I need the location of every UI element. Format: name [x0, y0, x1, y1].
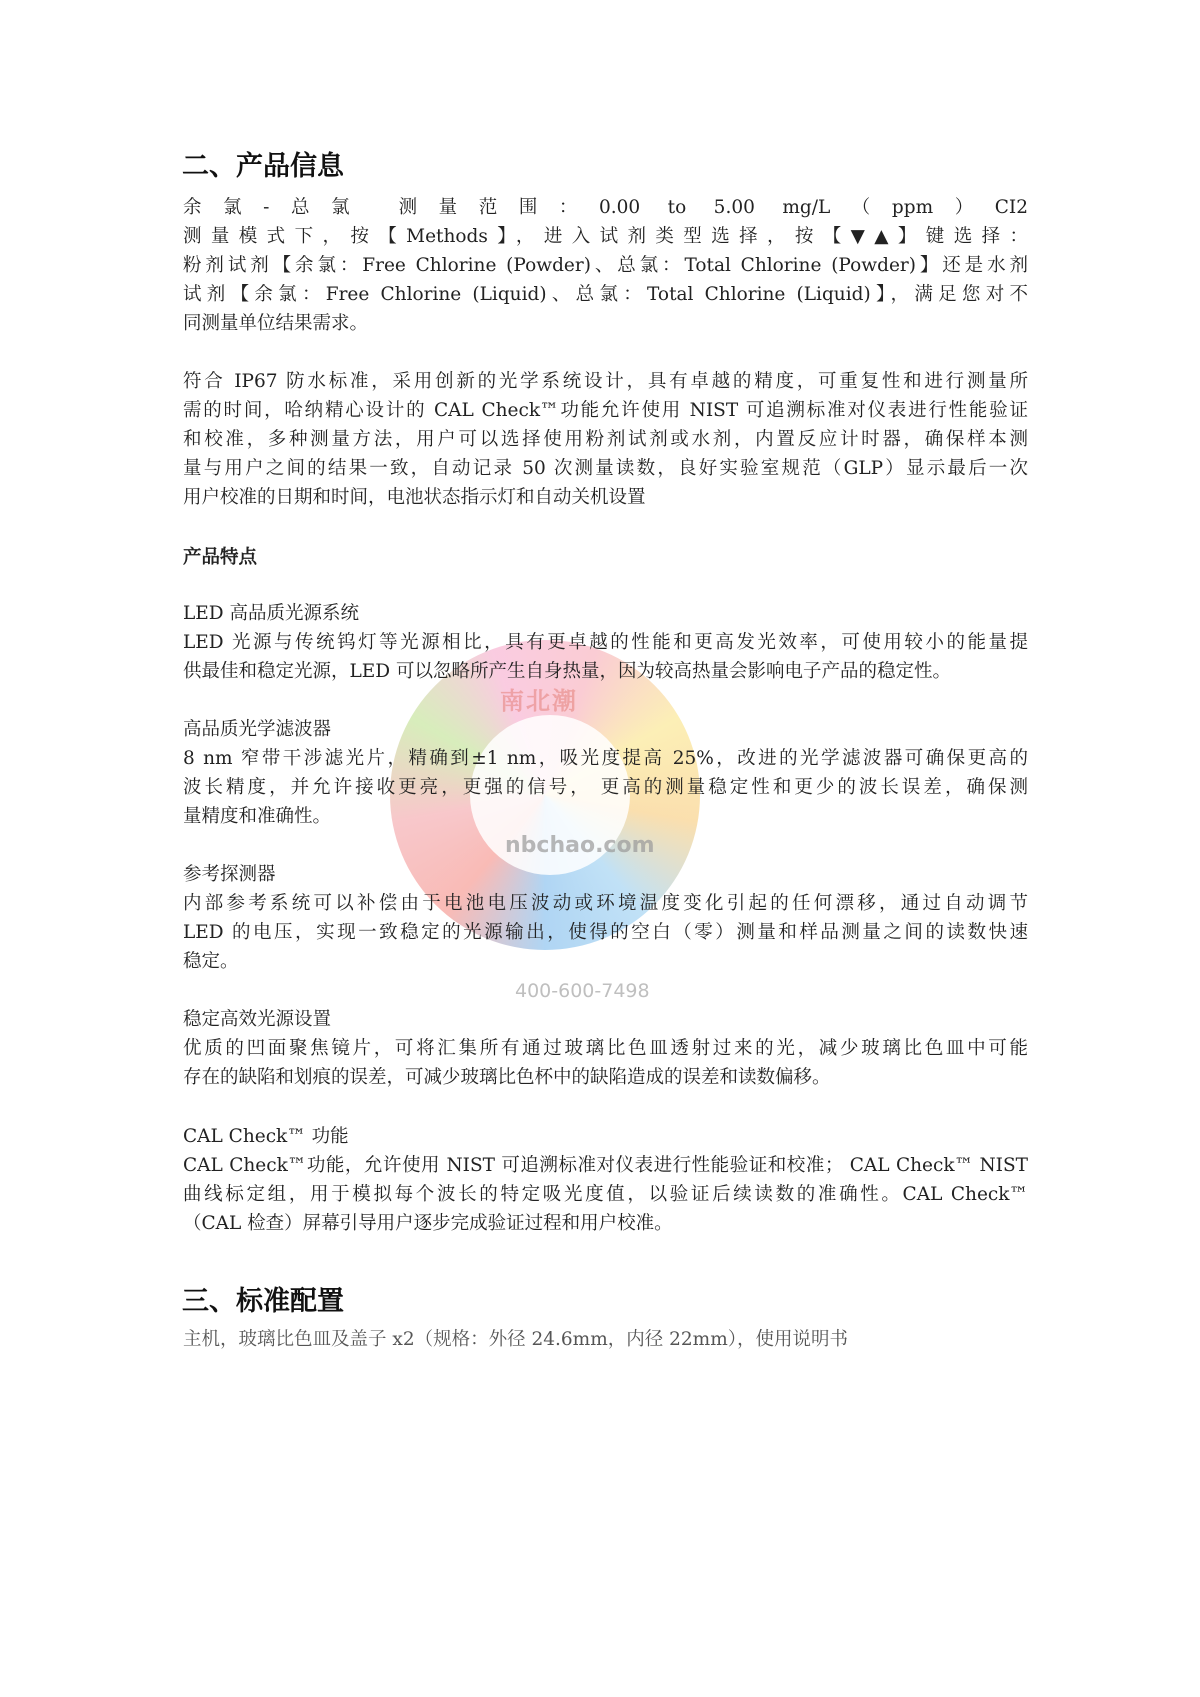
- feature-line: 曲线标定组，用于模拟每个波长的特定吸光度值，以验证后续读数的准确性。CAL Check™: [183, 1184, 1028, 1205]
- feature-line: LED 光源与传统钨灯等光源相比，具有更卓越的性能和更高发光效率，可使用较小的能量提: [183, 632, 1028, 653]
- feature-line: LED 的电压，实现一致稳定的光源输出，使得的空白（零）测量和样品测量之间的读数快速: [183, 922, 1028, 943]
- description-line: 符合 IP67 防水标准，采用创新的光学系统设计，具有卓越的精度，可重复性和进行测量所: [183, 371, 1028, 392]
- description-line: 量与用户之间的结果一致，自动记录 50 次测量读数，良好实验室规范（GLP）显示最后一次: [183, 458, 1028, 479]
- feature-line: 内部参考系统可以补偿由于电池电压波动或环境温度变化引起的任何漂移，通过自动调节: [183, 893, 1028, 914]
- feature-line: 存在的缺陷和划痕的误差，可减少玻璃比色杯中的缺陷造成的误差和读数偏移。: [183, 1067, 831, 1088]
- description-line: 需的时间，哈纳精心设计的 CAL Check™功能允许使用 NIST 可追溯标准对仪表进行性能验证: [183, 400, 1028, 421]
- feature-title: 稳定高效光源设置: [183, 1009, 332, 1030]
- feature-title: 高品质光学滤波器: [183, 719, 332, 740]
- intro-line: 试剂【余氯：Free Chlorine (Liquid)、总氯：Total Chlorine (Liquid)】，满足您对不: [183, 284, 1028, 305]
- feature-line: 供最佳和稳定光源，LED 可以忽略所产生自身热量，因为较高热量会影响电子产品的稳定性。: [183, 661, 952, 682]
- intro-line: 同测量单位结果需求。: [183, 313, 369, 334]
- section-heading: 二、产品信息: [182, 151, 344, 182]
- feature-line: 稳定。: [183, 951, 239, 972]
- standard-config-text: 主机，玻璃比色皿及盖子 x2（规格：外径 24.6mm，内径 22mm），使用说明书: [183, 1329, 848, 1350]
- intro-line: 测量模式下，按【Methods】，进入试剂类型选择，按【▼▲】键选择：: [183, 226, 1028, 247]
- features-heading: 产品特点: [183, 547, 258, 568]
- feature-line: 8 nm 窄带干涉滤光片，精确到±1 nm，吸光度提高 25%，改进的光学滤波器可确保更高的: [183, 748, 1028, 769]
- feature-line: CAL Check™功能，允许使用 NIST 可追溯标准对仪表进行性能验证和校准； CAL Check™ NIST: [183, 1155, 1028, 1176]
- watermark-site: nbchao.com: [505, 833, 655, 858]
- intro-line: 粉剂试剂【余氯：Free Chlorine (Powder)、总氯：Total Chlorine (Powder)】还是水剂: [183, 255, 1028, 276]
- feature-line: 量精度和准确性。: [183, 806, 332, 827]
- feature-title: LED 高品质光源系统: [183, 603, 360, 624]
- watermark-logo-text: 南北潮: [500, 687, 578, 715]
- watermark-phone: 400-600-7498: [515, 980, 650, 1002]
- description-line: 用户校准的日期和时间，电池状态指示灯和自动关机设置: [183, 487, 646, 508]
- feature-line: （CAL 检查）屏幕引导用户逐步完成验证过程和用户校准。: [183, 1213, 673, 1234]
- intro-line: 余氯-总氯 测量范围：0.00 to 5.00 mg/L（ppm）CI2: [183, 197, 1028, 218]
- feature-title: CAL Check™ 功能: [183, 1126, 349, 1147]
- section-heading: 三、标准配置: [182, 1286, 344, 1317]
- feature-line: 优质的凹面聚焦镜片，可将汇集所有通过玻璃比色皿透射过来的光，减少玻璃比色皿中可能: [183, 1038, 1028, 1059]
- feature-title: 参考探测器: [183, 864, 276, 885]
- feature-line: 波长精度，并允许接收更亮，更强的信号， 更高的测量稳定性和更少的波长误差，确保测: [183, 777, 1028, 798]
- description-line: 和校准，多种测量方法，用户可以选择使用粉剂试剂或水剂，内置反应计时器，确保样本测: [183, 429, 1028, 450]
